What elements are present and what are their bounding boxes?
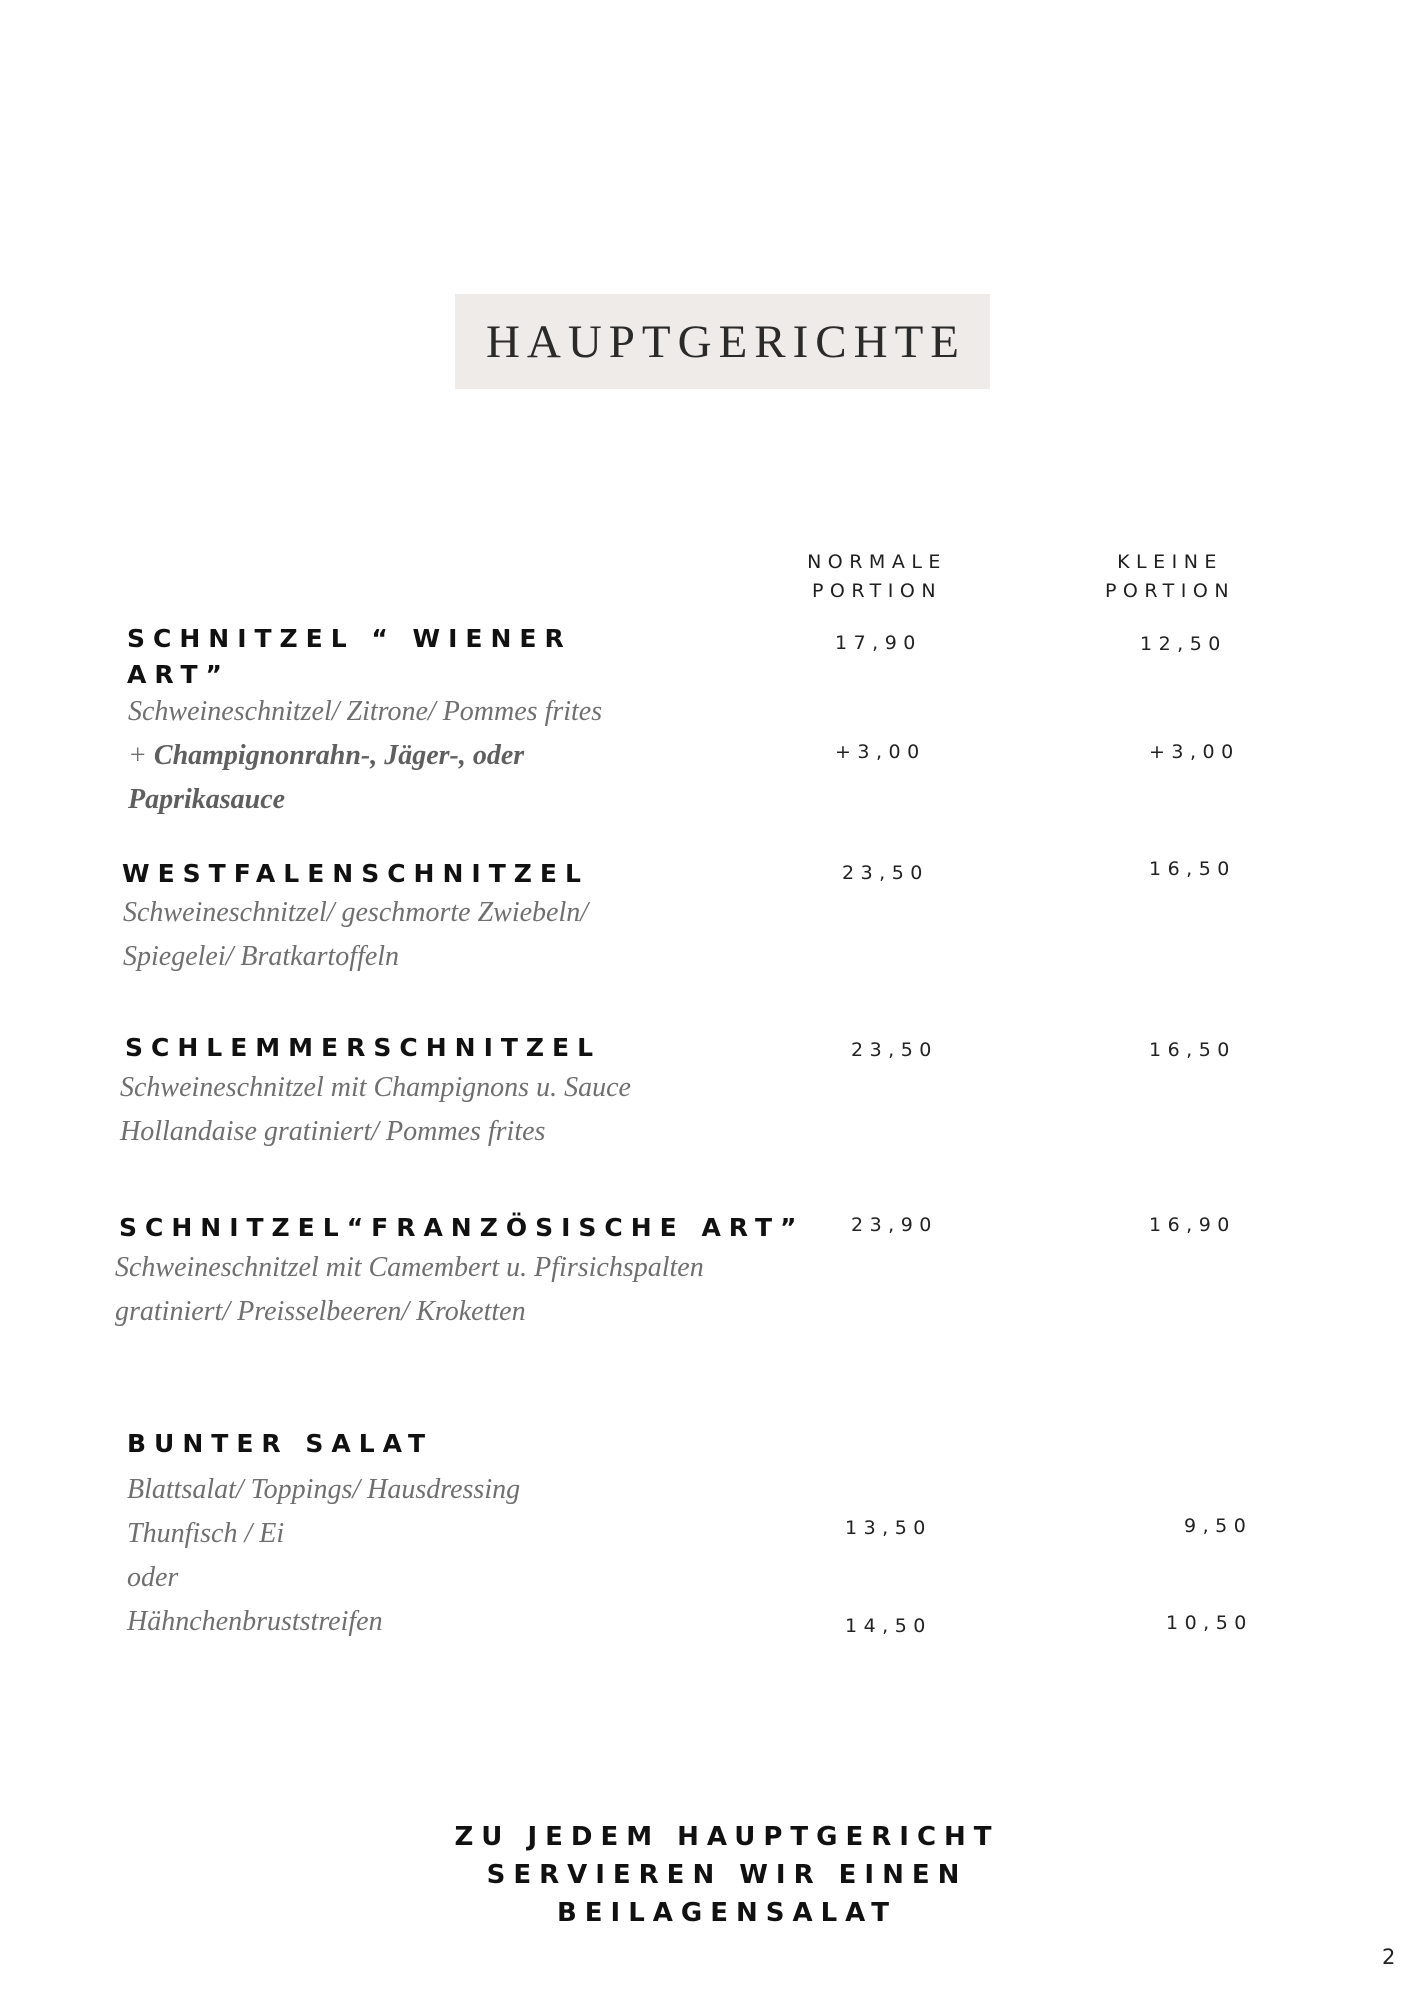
page-number: 2 xyxy=(1382,1945,1396,1969)
dish-extra-line xyxy=(128,778,602,822)
dish-extra-line xyxy=(128,734,602,778)
price-normal: 13,50 xyxy=(845,1517,932,1539)
dish-name: SCHNITZEL“FRANZÖSISCHE ART” xyxy=(119,1213,805,1242)
dish-description-line: Schweineschnitzel mit Champignons u. Sauce xyxy=(120,1072,631,1103)
dish-extra-sauces: Champignonrahn-, Jäger-, oder xyxy=(153,740,525,771)
dish-description xyxy=(123,891,588,979)
dish-name: WESTFALENSCHNITZEL xyxy=(122,859,589,888)
price-normal: 14,50 xyxy=(845,1615,932,1637)
price-extra-small: +3,00 xyxy=(1149,741,1240,763)
price-normal: 23,90 xyxy=(851,1214,938,1236)
dish-name: BUNTER SALAT xyxy=(127,1429,434,1458)
column-header-small-line: PORTION xyxy=(1104,580,1236,602)
footer-note xyxy=(407,1818,1047,1932)
dish-description-line: Spiegelei/ Bratkartoffeln xyxy=(123,941,400,972)
title-banner xyxy=(455,294,990,389)
dish-extra-prefix: + xyxy=(128,740,154,771)
dish-name-line: SCHNITZEL “ WIENER xyxy=(127,624,572,653)
dish-description-line: Blattsalat/ Toppings/ Hausdressing xyxy=(127,1474,521,1505)
column-header-normal xyxy=(767,548,987,606)
dish-name: SCHLEMMERSCHNITZEL xyxy=(125,1033,602,1062)
price-normal: 23,50 xyxy=(851,1039,938,1061)
footer-note-line: BEILAGENSALAT xyxy=(556,1898,898,1928)
price-small: 12,50 xyxy=(1140,633,1227,655)
dish-description xyxy=(115,1246,704,1334)
dish-description xyxy=(127,1468,520,1644)
price-extra-normal: +3,00 xyxy=(835,741,926,763)
column-header-normal-line: NORMALE xyxy=(807,551,947,573)
dish-description-line: Schweineschnitzel/ geschmorte Zwiebeln/ xyxy=(123,897,589,928)
dish-extra-sauces: Paprikasauce xyxy=(128,784,286,815)
dish-description-line: Thunfisch / Ei xyxy=(127,1518,285,1549)
footer-note-line: ZU JEDEM HAUPTGERICHT xyxy=(454,1822,1000,1852)
dish-description-line: Hollandaise gratiniert/ Pommes frites xyxy=(120,1116,546,1147)
dish-description-line: Hähnchenbruststreifen xyxy=(127,1606,383,1637)
price-normal: 23,50 xyxy=(842,862,929,884)
dish-description-line: Schweineschnitzel/ Zitrone/ Pommes frites xyxy=(128,696,603,727)
dish-name xyxy=(127,621,572,693)
price-small: 10,50 xyxy=(1166,1612,1253,1634)
price-normal: 17,90 xyxy=(835,632,922,654)
footer-note-line: SERVIEREN WIR EINEN xyxy=(486,1860,968,1890)
page-title: HAUPTGERICHTE xyxy=(485,315,967,368)
column-header-small xyxy=(1060,548,1280,606)
dish-name-line: ART” xyxy=(127,660,230,689)
dish-description xyxy=(120,1066,631,1154)
dish-description xyxy=(128,690,602,822)
price-small: 16,50 xyxy=(1149,858,1236,880)
price-small: 9,50 xyxy=(1184,1515,1253,1537)
price-small: 16,90 xyxy=(1149,1214,1236,1236)
column-header-small-line: KLEINE xyxy=(1117,551,1223,573)
column-header-normal-line: PORTION xyxy=(811,580,943,602)
dish-description-line: gratiniert/ Preisselbeeren/ Kroketten xyxy=(115,1296,526,1327)
price-small: 16,50 xyxy=(1149,1039,1236,1061)
dish-description-line: oder xyxy=(127,1562,179,1593)
dish-description-line: Schweineschnitzel mit Camembert u. Pfirsichspalten xyxy=(115,1252,704,1283)
